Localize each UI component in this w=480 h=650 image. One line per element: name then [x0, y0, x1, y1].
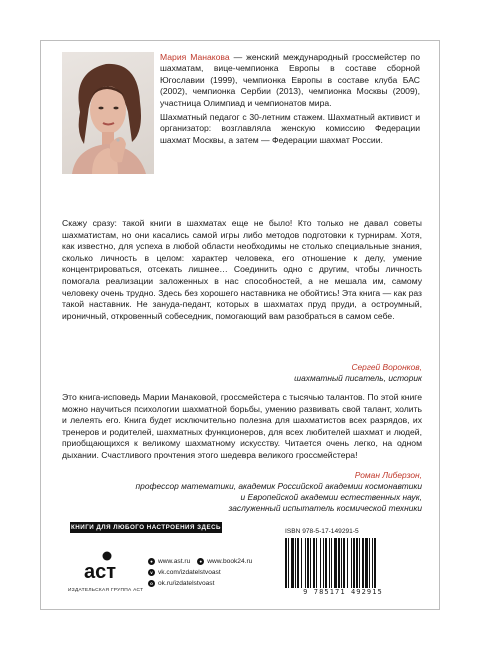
barcode-bar	[341, 538, 342, 588]
vk-icon: v	[148, 569, 155, 576]
barcode-bar	[338, 538, 340, 588]
author-photo	[62, 52, 154, 174]
review-2-signature	[136, 470, 422, 514]
barcode-bar	[356, 538, 358, 588]
logo-text: аст	[83, 561, 117, 583]
barcode-bar	[359, 538, 360, 588]
barcode-bar	[331, 538, 332, 588]
ok-row	[148, 578, 252, 589]
barcode-bar	[353, 538, 355, 588]
slogan-bar: КНИГИ ДЛЯ ЛЮБОГО НАСТРОЕНИЯ ЗДЕСЬ	[71, 524, 221, 531]
review-2	[62, 392, 422, 462]
barcode-bar	[297, 538, 299, 588]
barcode-bar	[291, 538, 294, 588]
barcode-bar	[351, 538, 352, 588]
bio-text: — женский международный гроссмейстер по шахматам, вице-чемпионка Европы в составе сборной Югославии (1999), чемпионка Европы в составе клуба БАС (2002), чемпионка Сербии (2013), чемпионка Москвы (2009), участница Олимпиад и чемпионатов мира.	[160, 52, 420, 108]
author-name: Мария Манакова	[160, 52, 230, 62]
barcode-bar	[310, 538, 311, 588]
vk-link[interactable]: vk.com/izdatelstvoast	[158, 569, 221, 576]
review-2-author-title-1: профессор математики, академик Российской академии космонавтики	[135, 481, 422, 491]
review-2-author-title-2: и Европейской академии естественных наук,	[240, 492, 422, 502]
barcode-bar	[316, 538, 317, 588]
publisher-contacts	[148, 556, 252, 589]
barcode-bar	[365, 538, 368, 588]
bio-paragraph-2: Шахматный педагог с 30-летним стажем. Шахматный активист и организатор: возглавляла женскую комиссию Федерации шахмат Москвы, а затем — Федерации шахмат России.	[160, 112, 420, 145]
barcode	[283, 538, 403, 588]
logo-dot	[103, 552, 112, 561]
review-1-author: Сергей Воронков,	[351, 362, 422, 372]
barcode-bar	[295, 538, 296, 588]
barcode-bar	[329, 538, 330, 588]
ok-link[interactable]: ok.ru/izdatelstvoast	[158, 580, 215, 587]
barcode-bar	[347, 538, 348, 588]
website-1[interactable]: www.ast.ru	[158, 558, 191, 565]
ast-logo	[80, 550, 120, 584]
barcode-bar	[307, 538, 309, 588]
review-2-author-title-3: заслуженный испытатель космической техники	[228, 503, 422, 513]
review-1-author-title: шахматный писатель, историк	[294, 373, 422, 383]
review-2-text: Это книга-исповедь Марии Манаковой, гроссмейстера с тысячью талантов. По этой книге можно научиться психологии шахматной борьбы, умению развивать свой талант, холить и лелеять его. Книга будет исключительно полезна для шахматистов всех разрядов, их тренеров и родителей, шахматных функционеров, для всех любителей шахмат и людей, приобщающихся к великому шахматному искусству. Читается очень легко, на одном дыхании. Счастливого прочтения этого шедевра великого гроссмейстера!	[62, 392, 422, 460]
barcode-bar	[288, 538, 289, 588]
globe-icon: ●	[148, 558, 155, 565]
barcode-bar	[323, 538, 324, 588]
barcode-bar	[362, 538, 364, 588]
barcode-bar	[334, 538, 337, 588]
author-bio	[160, 52, 420, 149]
review-1	[62, 218, 422, 322]
ok-icon: o	[148, 580, 155, 587]
barcode-bar	[301, 538, 302, 588]
barcode-bar	[313, 538, 315, 588]
review-2-author: Роман Либерзон,	[354, 470, 422, 480]
barcode-bar	[374, 538, 376, 588]
isbn: ISBN 978-5-17-149291-5	[285, 528, 359, 535]
barcode-bar	[343, 538, 345, 588]
barcode-bar	[372, 538, 373, 588]
website-2[interactable]: www.book24.ru	[207, 558, 253, 565]
barcode-bar	[320, 538, 321, 588]
review-1-signature	[294, 362, 422, 384]
vk-row	[148, 567, 252, 578]
barcode-bar	[285, 538, 287, 588]
review-1-text: Скажу сразу: такой книги в шахматах еще не было! Кто только не давал советы шахматистам, но они касались самой игры либо методов подготовки к турнирам. Хотя, как известно, для успеха в любой области необходимы не столько специальные знания, сколько личность в целом: характер человека, его отношение к делу, умение концентрироваться, отсекать лишнее… Соединить одно с другим, чтобы личность помогала реализации заложенных в нас способностей, а не мешала им, самому человеку очень трудно. Здесь без хорошего наставника не обойтись! Эта книга — как раз такой наставник. Не зануда-педант, которых в шахматах пруд пруди, а остроумный, ироничный, откровенный собеседник, помогающий вам разобраться в самом себе.	[62, 218, 422, 321]
publisher-imprint: ИЗДАТЕЛЬСКАЯ ГРУППА АСТ	[68, 588, 144, 593]
barcode-bar	[325, 538, 327, 588]
bio-paragraph-1	[160, 52, 420, 109]
barcode-bar	[305, 538, 306, 588]
barcode-bar	[369, 538, 370, 588]
barcode-number: 9 785171 492915	[303, 588, 383, 596]
website-row	[148, 556, 252, 567]
globe-icon: ●	[197, 558, 204, 565]
